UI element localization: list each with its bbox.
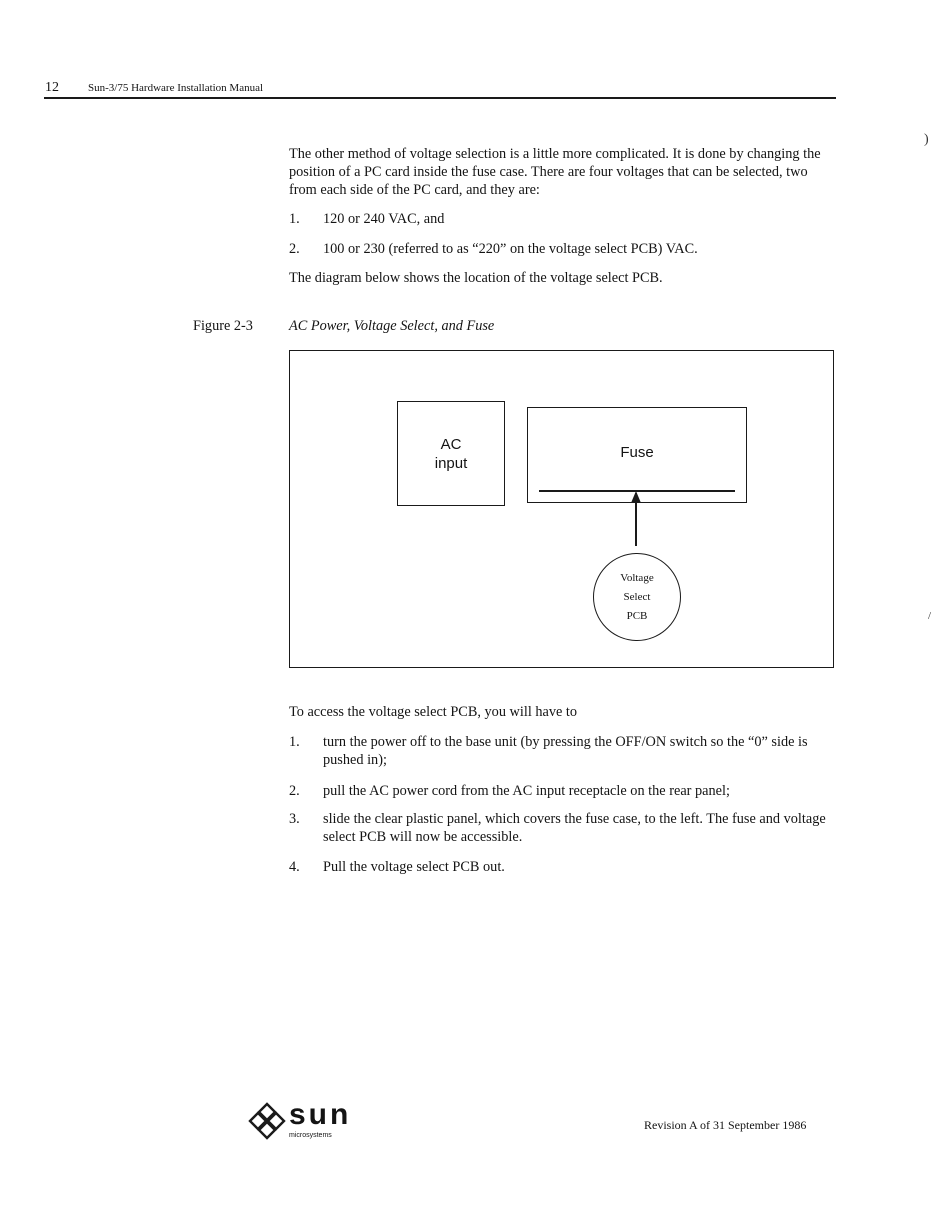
list-text: pull the AC power cord from the AC input receptacle on the rear panel; [323,783,730,799]
list-item [289,810,834,846]
figure-title: AC Power, Voltage Select, and Fuse [289,318,495,334]
page-number: 12 [45,80,59,95]
revision-note: Revision A of 31 September 1986 [644,1118,807,1132]
ac-input-label-line1: AC [440,435,462,453]
list-item [289,782,834,800]
scan-mark: / [928,610,932,622]
scan-mark: ) [924,132,929,147]
list-number: 2. [289,241,300,257]
access-intro: To access the voltage select PCB, you will have to [289,704,578,720]
list-text: 100 or 230 (referred to as “220” on the voltage select PCB) VAC. [323,241,698,257]
pcb-label-line2: Select [623,590,651,603]
header-rule [44,97,836,99]
list-number: 3. [289,811,300,827]
list-number: 1. [289,211,300,227]
list-number: 2. [289,783,300,799]
list-text: 120 or 240 VAC, and [323,211,445,227]
pcb-label-line3: PCB [626,609,648,622]
list-number: 1. [289,734,300,750]
list-text: slide the clear plastic panel, which covers the fuse case, to the left. The fuse and voltage select PCB will now be accessible. [323,811,826,845]
list-item [289,240,834,258]
ac-input-box [397,401,505,506]
pcb-label-line1: Voltage [620,571,654,584]
logo-subtitle: microsystems [289,1132,332,1139]
connector-line [635,493,637,546]
list-text: turn the power off to the base unit (by pressing the OFF/ON switch so the “0” side is pushed in); [323,734,808,768]
ac-input-label-line2: input [434,454,468,472]
fuse-label: Fuse [620,444,654,461]
figure-frame [289,350,834,668]
sun-logo-icon [246,1102,288,1140]
list-item [289,210,834,228]
list-number: 4. [289,859,300,875]
running-title: Sun-3/75 Hardware Installation Manual [88,82,264,94]
list-text: Pull the voltage select PCB out. [323,859,505,875]
diagram-caption-text: The diagram below shows the location of the voltage select PCB. [289,270,663,286]
intro-paragraph: The other method of voltage selection is a little more complicated. It is done by changing the position of a PC card inside the fuse case. There are four voltages that can be selected, two from each side of the PC card, and they are: [289,146,821,198]
list-item [289,733,834,769]
list-item [289,858,834,876]
logo-wordmark: sun [289,1098,352,1131]
figure-label: Figure 2-3 [193,318,253,334]
voltage-select-pcb-circle [593,553,681,641]
